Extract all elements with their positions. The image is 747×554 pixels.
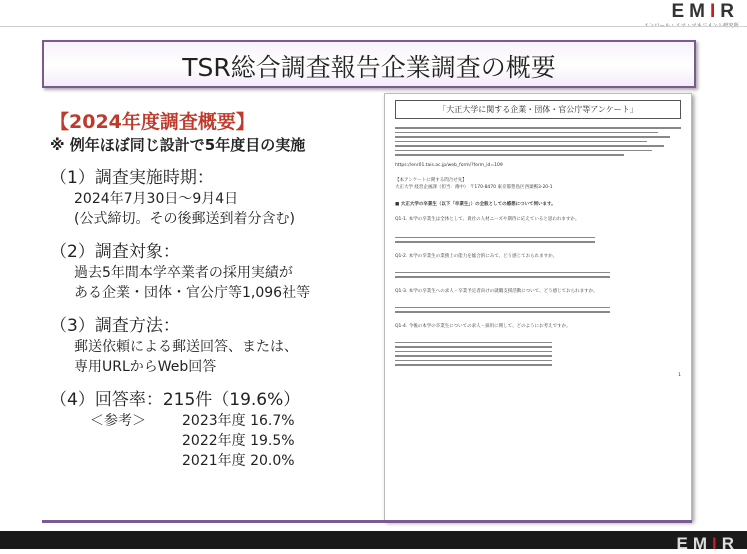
footer-accent-line (42, 520, 692, 523)
page-number: 1 (678, 372, 681, 378)
question-item: Q1-3. 本学の卒業生への求人・卒業予定者向けの就職支援活動について、どう感じておられますか。 (395, 288, 598, 294)
section-line: (公式締切。その後郵送到着分含む) (74, 211, 295, 227)
section-title: （2）調査対象： (50, 242, 180, 262)
question-item: Q1-4. 今後の本学の卒業生についての求人・採用に関して、どのようにお考えですか。 (395, 323, 571, 329)
section-line: 専用URLからWeb回答 (74, 359, 217, 375)
contact-label: 【本アンケートに関する問合せ先】 (395, 177, 467, 183)
question-intro: ■ 大正大学の卒業生（以下「卒業生」）の全般としての感想について伺います。 (395, 201, 556, 207)
section-line: 2024年7月30日～9月4日 (74, 191, 239, 207)
page-title: TSR総合調査報告企業調査の概要 (182, 53, 556, 82)
section-period (50, 167, 390, 229)
reference-value: 2021年度 20.0% (182, 453, 295, 469)
survey-title: 「大正大学に関する企業・団体・官公庁等アンケート」 (395, 100, 681, 119)
header-divider (0, 26, 747, 27)
overview-heading: 【2024年度調査概要】 (50, 111, 255, 133)
contact-info: 大正大学 経営企画課（担当：薄中） 〒170-8470 東京都豊島区西巣鴨3-20-1 (395, 184, 553, 190)
question-item: Q1-1. 本学の卒業生は全体として、貴社の人材ニーズや期待に応えていると思われますか。 (395, 216, 580, 222)
survey-url: https://enr01.tais.ac.jp/web_form/?form_id=109 (395, 162, 503, 168)
title-banner (42, 40, 696, 88)
reference-label: ＜参考＞ (90, 413, 146, 429)
section-title: （1）調査実施時期： (50, 168, 214, 188)
section-response (50, 389, 390, 471)
reference-value: 2022年度 19.5% (182, 433, 295, 449)
survey-document-image (384, 93, 692, 521)
reference-value: 2023年度 16.7% (182, 413, 295, 429)
section-line: ある企業・団体・官公庁等1,096社等 (74, 285, 311, 301)
section-target (50, 241, 390, 303)
section-line: 郵送依頼による郵送回答、または、 (74, 339, 298, 355)
footer-bar (0, 531, 747, 549)
section-title: （3）調査方法： (50, 316, 180, 336)
section-method (50, 315, 390, 377)
overview-panel (50, 110, 390, 471)
question-item: Q1-2. 本学の卒業生の業務上の能力を総合的にみて、どう感じておられますか。 (395, 253, 558, 259)
reference-row (90, 411, 390, 431)
footer-logo: EMIR (676, 534, 739, 553)
overview-note: ※ 例年ほぼ同じ設計で5年度目の実施 (50, 136, 306, 154)
survey-body (395, 124, 681, 379)
section-line: 過去5年間本学卒業者の採用実績が (74, 265, 293, 281)
section-title: （4）回答率：215件（19.6%） (50, 390, 301, 410)
emir-logo: EMIR (644, 2, 739, 29)
